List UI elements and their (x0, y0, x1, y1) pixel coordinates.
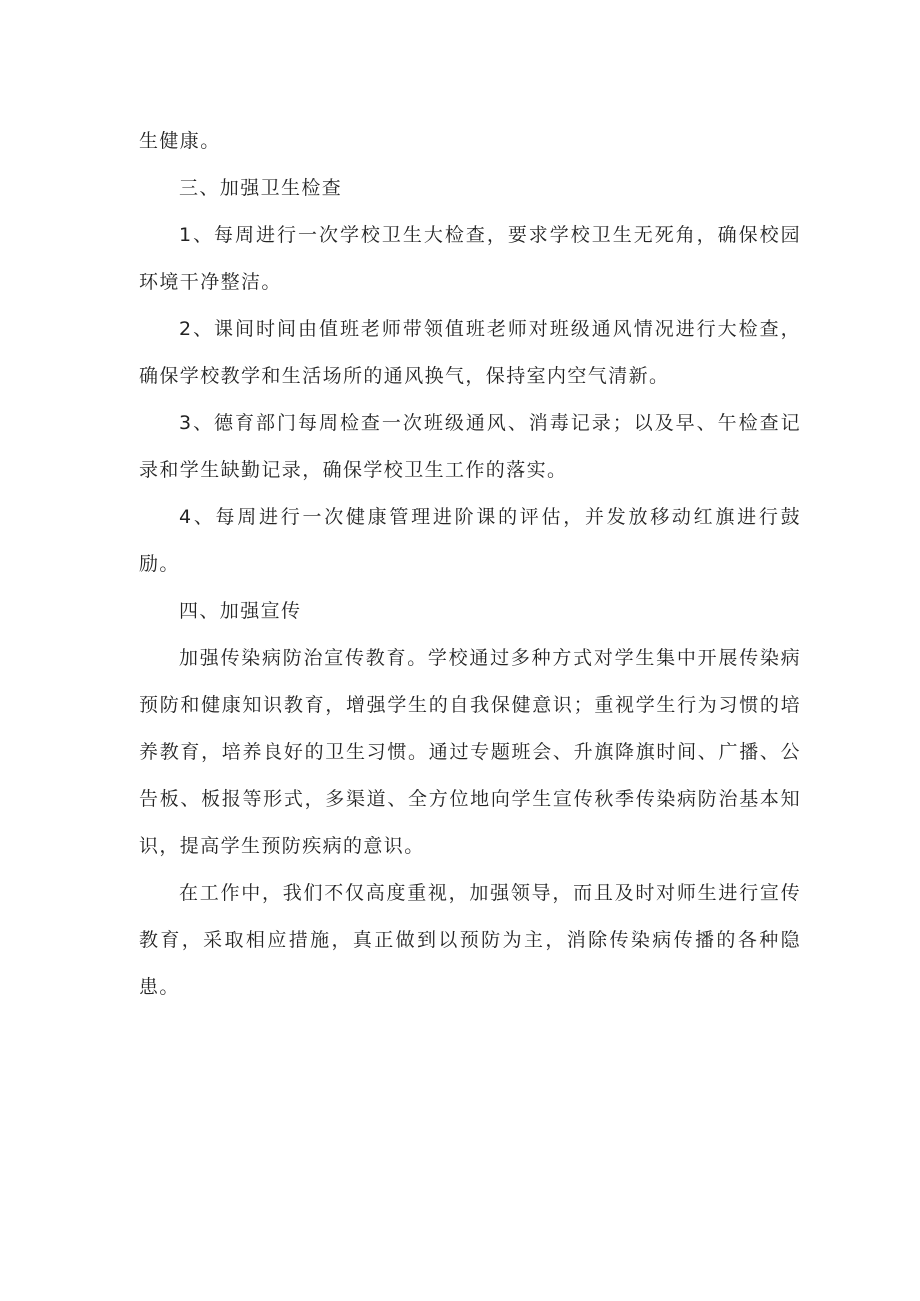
section-3-item-3: 3、德育部门每周检查一次班级通风、消毒记录；以及早、午检查记录和学生缺勤记录，确保学校卫生工作的落实。 (139, 412, 801, 481)
closing-paragraph: 在工作中，我们不仅高度重视，加强领导，而且及时对师生进行宣传教育，采取相应措施，真正做到以预防为主，消除传染病传播的各种隐患。 (139, 882, 801, 998)
section-3-item-4: 4、每周进行一次健康管理进阶课的评估，并发放移动红旗进行鼓励。 (139, 506, 801, 575)
section-3-item-2: 2、课间时间由值班老师带领值班老师对班级通风情况进行大检查，确保学校教学和生活场所的通风换气，保持室内空气清新。 (139, 318, 801, 387)
section-4-body: 加强传染病防治宣传教育。学校通过多种方式对学生集中开展传染病预防和健康知识教育，增强学生的自我保健意识；重视学生行为习惯的培养教育，培养良好的卫生习惯。通过专题班会、升旗降旗时间、广播、公告板、板报等形式，多渠道、全方位地向学生宣传秋季传染病防治基本知识，提高学生预防疾病的意识。 (139, 647, 801, 857)
continuation-paragraph: 生健康。 (139, 130, 221, 152)
section-3-item-1: 1、每周进行一次学校卫生大检查，要求学校卫生无死角，确保校园环境干净整洁。 (139, 224, 801, 293)
section-3-heading: 三、加强卫生检查 (179, 177, 343, 199)
document-body (139, 118, 801, 1011)
section-4-heading: 四、加强宣传 (179, 600, 302, 622)
